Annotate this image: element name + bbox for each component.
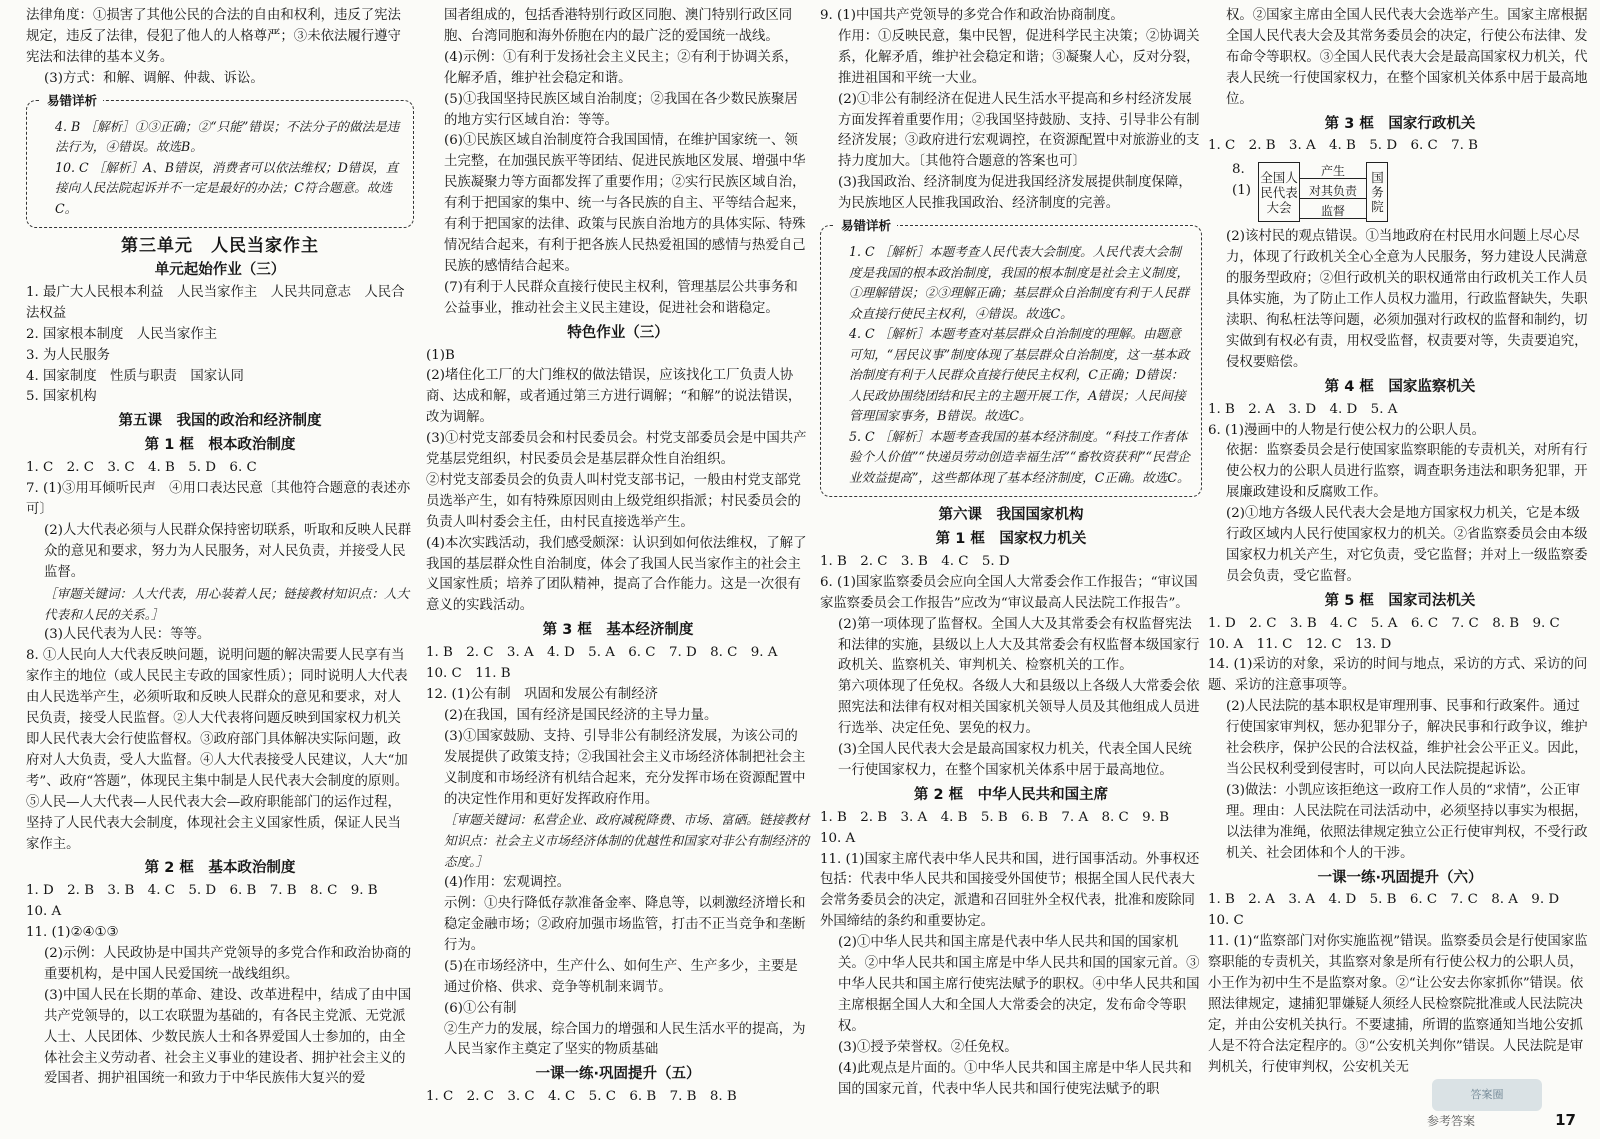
answer-line: (2)人大代表必须与人民群众保持密切联系，听取和反映人民群众的意见和要求，努力为人民服务，对人民负责，并接受人民监督。 (44, 522, 412, 580)
diagram-number: 8. (1) (1232, 162, 1251, 199)
error-analysis-title: 易错详析 (835, 216, 897, 237)
box-item: 4. C ［解析］本题考查对基层群众自治制度的理解。由题意可知，“居民议事”制度体现了基层群众自治制度，这一基本政治制度有利于人民群众直接行使民主权利，C正确；D错误：人民政协围绕团结和民主的主题开展工作，A错误；人民间接管理国家事务，B错误。故选C。 (849, 326, 1190, 424)
lesson-title: 第六课 我国国家机构 (938, 507, 1084, 524)
list-item: 2. 国家根本制度 人民当家作主 (26, 326, 218, 342)
answer-line: (6)①民族区域自治制度符合我国国情，在维护国家统一、领土完整，在加强民族平等团结、促进民族地区发展、增强中华民族凝聚力等方面都发挥了重要作用；②实行民族区域自治，有利于把国家的集中、统一与各民族的自主、平等结合起来，有利于把国家的法律、政策与民族自治地方的具体实际、特殊情况结合起来，有利于把各族人民热爱祖国的感情与热爱自己民族的感情结合起来。 (444, 133, 806, 274)
answer-line: (2)示例：人民政协是中国共产党领导的多党合作和政治协商的重要机构，是中国人民爱国统一战线组织。 (44, 946, 412, 982)
frame-title: 第 5 框 国家司法机关 (1324, 592, 1476, 609)
answer-line: 国者组成的，包括香港特别行政区同胞、澳门特别行政区同胞、台湾同胞和海外侨胞在内的最广泛的爱国统一战线。 (444, 8, 793, 44)
answer-line: (3)中国人民在长期的革命、建设、改革进程中，结成了由中国共产党领导的，以工农联盟为基础的，有各民主党派、无党派人士、人民团体、少数民族人士和各界爱国人士参加的，由全体社会主义劳动者、社会主义事业的建设者、拥护社会主义的爱国者、拥护祖国统一和致力于中华民族伟大复兴的爱 (44, 987, 412, 1087)
answer-line: (4)本次实践活动，我们感受颇深：认识到如何依法维权，了解了我国的基层群众性自治制度，体会了我国人民当家作主的社会主义国家性质；培养了团队精神，提高了合作能力。这是一次很有意义的实践活动。 (426, 535, 807, 614)
list-item: 3. 为人民服务 (26, 347, 110, 363)
answer-line: (3)①国家鼓励、支持、引导非公有制经济发展，为该公司的发展提供了政策支持；②我国社会主义市场经济体制把社会主义制度和市场经济有机结合起来，充分发挥市场在资源配置中的决定性作用和更好发挥政府作用。 (444, 728, 806, 807)
box-item: 5. C ［解析］本题考查我国的基本经济制度。“科技工作者体验个人价值”“快递员劳动创造幸福生活”“畜牧资获利”“民营企业效益提高”，这些都体现了基本经济制度，C正确。故选C。 (849, 428, 1190, 485)
answer-line: ②生产力的发展，综合国力的增强和人民生活水平的提高，为人民当家作主奠定了坚实的物质基础 (444, 1021, 806, 1058)
answer-line: (3)全国人民代表大会是最高国家权力机关，代表全国人民统一行使国家权力，在整个国家机关体系中居于最高地位。 (838, 742, 1192, 778)
answer-line: 1. B 2. A 3. A 4. D 5. B 6. C 7. C 8. A 9. D (1208, 892, 1560, 908)
answer-line: (3)我国政治、经济制度为促进我国经济发展提供制度保障，为民族地区人民推我国政治、经济制度的完善。 (838, 175, 1192, 212)
error-analysis-title: 易错详析 (41, 91, 103, 112)
box-item: 4. B ［解析］①③正确；②“只能”错误；不法分子的做法是违法行为，④错误。故选B。 (55, 118, 400, 155)
page-label: 参考答案 (1427, 1114, 1476, 1128)
npc-box: 全国人民代表大会 (1258, 162, 1300, 222)
frame-title: 第 1 框 国家权力机关 (935, 530, 1087, 547)
text-line: (3)方式：和解、调解、仲裁、诉讼。 (44, 70, 264, 86)
answer-line: 9. (1)中国共产党领导的多党合作和政治协商制度。 (820, 8, 1124, 23)
answer-line: 11. (1)②④①③ (26, 925, 119, 941)
answer-line: 1. D 2. B 3. B 4. C 5. D 6. B 7. B 8. C 9. B (26, 883, 378, 899)
answer-line: 10. A (26, 904, 62, 920)
relation-arrows (1300, 162, 1366, 222)
answer-line: ②村党支部委员会的负责人叫村党支部书记，一般由村党支部党员选举产生，如有特殊原因则由上级党组织指派；村民委员会的负责人叫村委会主任，由村民直接选举产生。 (426, 472, 801, 530)
answer-line: (2)①地方各级人民代表大会是地方国家权力机关，它是本级行政区域内人民行使国家权力的机关。②省监察委员会由本级国家权力机关产生，对它负责，受它监督；并对上一级监察委员会负责，受它监督。 (1226, 506, 1588, 584)
answer-line: 10. C (1208, 913, 1244, 929)
box-item: 10. C ［解析］A、B错误，消费者可以依法维权；D错误，直接向人民法院起诉并不一定是最好的办法；C符合题意。故选C。 (55, 159, 399, 216)
answer-line: 1. C 2. B 3. A 4. B 5. D 6. C 7. B (1208, 138, 1478, 154)
page-number: 17 (1555, 1111, 1576, 1129)
watermark: 答案圈 (1432, 1079, 1542, 1111)
state-council-box: 国务院 (1366, 162, 1388, 222)
answer-line: 14. (1)采访的对象，采访的时间与地点，采访的方式、采访的问题、采访的注意事项等。 (1208, 657, 1588, 694)
answer-line: (7)有利于人民群众直接行使民主权利，管理基层公共事务和公益事业，推动社会主义民主建设，促进社会和谐稳定。 (444, 279, 798, 316)
column-2 (426, 6, 810, 1108)
organ-relation-diagram (1232, 160, 1592, 224)
unit-title: 第三单元 人民当家作主 (121, 236, 319, 257)
answer-line: (2)①中华人民共和国主席是代表中华人民共和国的国家机关。②中华人民共和国主席是中华人民共和国的国家元首。③中华人民共和国主席行使宪法赋予的职权。④中华人民共和国主席根据全国人大和全国人大常委会的决定，发布命令等职权。 (838, 935, 1200, 1034)
answer-line: 11. (1)国家主席代表中华人民共和国，进行国事活动。外事权还包括：代表中华人民共和国接受外国使节；根据全国人民代表大会常务委员会的决定，派遣和召回驻外全权代表，批准和废除同外国缔结的条约和重要协定。 (820, 851, 1200, 930)
answer-line: (2)在我国，国有经济是国民经济的主导力量。 (444, 707, 718, 723)
answer-line: (5)①我国坚持民族区域自治制度；②我国在各少数民族聚居的地方实行区域自治：等等。 (444, 91, 798, 128)
column-3 (820, 6, 1202, 1100)
list-item: 4. 国家制度 性质与职责 国家认同 (26, 368, 244, 384)
frame-title: 第 2 框 中华人民共和国主席 (913, 786, 1109, 803)
arrow-responsible: 对其负责 (1300, 184, 1366, 199)
answer-line: 10. A 11. C 12. C 13. D (1208, 636, 1392, 652)
answer-line: (2)堵住化工厂的大门维权的做法错误，应该找化工厂负责人协商、达成和解，或者通过第三方进行调解；“和解”的说法错误，改为调解。 (426, 368, 802, 426)
answer-line: 6. (1)漫画中的人物是行使公权力的公职人员。 (1208, 422, 1486, 438)
column-4 (1208, 6, 1592, 1079)
answer-line: (4)作用：宏观调控。 (444, 875, 571, 891)
answer-line: 作用：①反映民意，集中民智，促进科学民主决策；②协调关系，化解矛盾，维护社会稳定和谐；③凝聚人心，反对分裂，推进祖国和平统一大业。 (838, 28, 1200, 86)
frame-title: 第 4 框 国家监察机关 (1324, 378, 1476, 395)
section-title: 一课一练·巩固提升（六） (1317, 869, 1483, 886)
answer-line: 第六项体现了任免权。各级人大和县级以上各级人大常委会依照宪法和法律有权对相关国家机关领导人员及其他组成人员进行选举、决定任免、罢免的权力。 (838, 679, 1200, 737)
answer-line: 6. (1)国家监察委员会应向全国人大常委会作工作报告；“审议国家监察委员会工作报告”应改为“审议最高人民法院工作报告”。 (820, 574, 1198, 611)
error-analysis-box (820, 218, 1202, 497)
answer-line: (6)①公有制 (444, 1000, 517, 1016)
frame-title: 第 2 框 基本政治制度 (144, 860, 296, 877)
answer-line: 12. (1)公有制 巩固和发展公有制经济 (426, 687, 658, 702)
answer-line: 7. (1)③用耳倾听民声 ④用口表达民意〔其他符合题意的表述亦可〕 (26, 481, 411, 517)
section-title: 一课一练·巩固提升（五） (535, 1066, 701, 1083)
answer-line: (3)①授予荣誉权。②任免权。 (838, 1039, 1018, 1055)
answer-line: (2)人民法院的基本职权是审理刑事、民事和行政案件。通过行使国家审判权，惩办犯罪分子，解决民事和行政争议，维护社会秩序，保护公民的合法权益，维护社会公平正义。因此，当公民权利受到侵害时，可以向人民法院提起诉讼。 (1226, 699, 1588, 777)
answer-note: ［审题关键词：人大代表，用心装着人民；链接教材知识点：人大代表和人民的关系。］ (44, 585, 410, 622)
answer-line: 10. C 11. B (426, 666, 511, 682)
answer-line: 权。②国家主席由全国人民代表大会选举产生。国家主席根据全国人民代表大会及其常务委员会的决定，行使公布法律、发布命令等职权。③全国人民代表大会是最高国家权力机关，代表人民统一行使国家权力，在整个国家机关体系中居于最高地位。 (1226, 8, 1588, 107)
answer-line: 11. (1)“监察部门对你实施监视”错误。监察委员会是行使国家监察职能的专责机关，其监察对象是所有行使公权力的公职人员，小王作为初中生不是监察对象。②“让公安去你家抓你”错误。依照法律规定，逮捕犯罪嫌疑人须经人民检察院批准或人民法院决定，并由公安机关执行。不要逮捕，所谓的监察通知当地公安抓人是不符合法定程序的。③“公安机关判你”错误。人民法院是审判机关，行使审判权，公安机关无 (1208, 934, 1588, 1075)
arrow-produce: 产生 (1300, 164, 1366, 179)
answer-line: (2)第一项体现了监督权。全国人大及其常委会有权监督宪法和法律的实施，县级以上人大及其常委会有权监督本级国家行政机关、监察机关、审判机关、检察机关的工作。 (838, 616, 1200, 674)
answer-line: (3)做法：小凯应该拒绝这一政府工作人员的“求情”，公正审理。理由：人民法院在司法活动中，必须坚持以事实为根据，以法律为准绳，依照法律规定独立公正行使审判权，不受行政机关、社会团体和个人的干涉。 (1226, 782, 1588, 861)
answer-line: (5)在市场经济中，生产什么、如何生产、生产多少，主要是通过价格、供求、竞争等机制来调节。 (444, 958, 798, 995)
answer-line: 8. ①人民向人大代表反映问题，说明问题的解决需要人民享有当家作主的地位（或人民民主专政的国家性质）；同时说明人大代表由人民选举产生，必须听取和反映人民群众的意见和要求，对人民负责，接受人民监督。②人大代表将问题反映到国家权力机关即人民代表大会行使监督权。③政府部门具体解决实际问题，政府对人大负责，受人大监督。④人大代表接受人民建议，人大“加考”、政府“答题”，体现民主集中制是人民代表大会制度的原则。⑤人民—人大代表—人民代表大会—政府职能部门的运作过程，坚持了人民代表大会制度，体现社会主义国家性质，保证人民当家作主。 (26, 648, 409, 852)
frame-title: 第 1 框 根本政治制度 (144, 437, 296, 454)
column-1 (26, 6, 414, 1090)
list-item: 5. 国家机构 (26, 389, 97, 405)
box-item: 1. C ［解析］本题考查人民代表大会制度。人民代表大会制度是我国的根本政治制度，我国的根本制度是社会主义制度，①理解错误；②③理解正确；基层群众自治制度有利于人民群众直接行使民主权利，④错误。故选C。 (849, 244, 1190, 321)
section-title: 单元起始作业（三） (154, 262, 286, 279)
frame-title: 第 3 框 国家行政机关 (1324, 115, 1476, 132)
answer-line: (1)B (426, 347, 455, 363)
answer-line: (2)该村民的观点错误。①当地政府在村民用水问题上尽心尽力，体现了行政机关全心全意为人民服务，努力建设人民满意的服务型政府；②但行政机关的职权通常由行政机关工作人员具体实施，为了防止工作人员权力滥用，行政监督缺失，失职渎职、徇私枉法等问题，必须加强对行政权的监督和制约，切实做到有权必有责，用权受监督，权责要对等，失责要追究，侵权要赔偿。 (1226, 229, 1588, 370)
answer-line: 1. B 2. A 3. D 4. D 5. A (1208, 401, 1398, 417)
answer-note: ［审题关键词：私营企业、政府减税降费、市场、富硒。链接教材知识点：社会主义市场经济体制的优越性和国家对非公有制经济的态度。］ (444, 812, 810, 870)
answer-line: (3)①村党支部委员会和村民委员会。村党支部委员会是中国共产党基层党组织，村民委员会是基层群众性自治组织。 (426, 431, 807, 468)
answer-line: 依据：监察委员会是行使国家监察职能的专责机关，对所有行使公权力的公职人员进行监察，调查职务违法和职务犯罪，开展廉政建设和反腐败工作。 (1226, 443, 1588, 501)
answer-line: 1. B 2. C 3. A 4. D 5. A 6. C 7. D 8. C 9. A (426, 645, 778, 661)
lesson-title: 第五课 我国的政治和经济制度 (118, 413, 322, 430)
list-item: 1. 最广大人民根本利益 人民当家作主 人民共同意志 人民合法权益 (26, 284, 405, 321)
answer-line: 1. B 2. B 3. A 4. B 5. B 6. B 7. A 8. C 9. B (820, 809, 1170, 825)
answer-line: 1. C 2. C 3. C 4. B 5. D 6. C (26, 460, 257, 476)
text-line: 法律角度：①损害了其他公民的合法的自由和权利，违反了宪法规定，违反了法律，侵犯了他人的人格尊严；③未依法履行遵守宪法和法律的基本义务。 (26, 8, 401, 65)
answer-line: 1. C 2. C 3. C 4. C 5. C 6. B 7. B 8. B (426, 1089, 737, 1105)
answer-line: 1. B 2. C 3. B 4. C 5. D (820, 553, 1010, 569)
answer-line: 示例：①央行降低存款准备金率、降息等，以刺激经济增长和稳定金融市场；②政府加强市场监管，打击不正当竞争和垄断行为。 (444, 896, 806, 953)
section-title: 特色作业（三） (567, 324, 669, 341)
answer-line: 10. A (820, 830, 856, 846)
answer-line: 1. D 2. C 3. B 4. C 5. A 6. C 7. C 8. B 9. C (1208, 615, 1560, 631)
error-analysis-box (26, 92, 414, 229)
arrow-supervise: 监督 (1300, 204, 1366, 219)
frame-title: 第 3 框 基本经济制度 (542, 622, 694, 639)
answer-line: (3)人民代表为人民：等等。 (44, 627, 211, 643)
answer-line: (4)此观点是片面的。①中华人民共和国主席是中华人民共和国的国家元首，代表中华人民共和国行使宪法赋予的职 (838, 1060, 1192, 1097)
answer-line: (4)示例：①有利于发扬社会主义民主；②有利于协调关系，化解矛盾，维护社会稳定和谐。 (444, 49, 798, 86)
answer-line: (2)①非公有制经济在促进人民生活水平提高和乡村经济发展方面发挥着重要作用；②我国坚持鼓励、支持、引导非公有制经济发展；③政府进行宏观调控，在资源配置中对旅游业的支持力度加大。〔其他符合题意的答案也可〕 (838, 91, 1200, 170)
